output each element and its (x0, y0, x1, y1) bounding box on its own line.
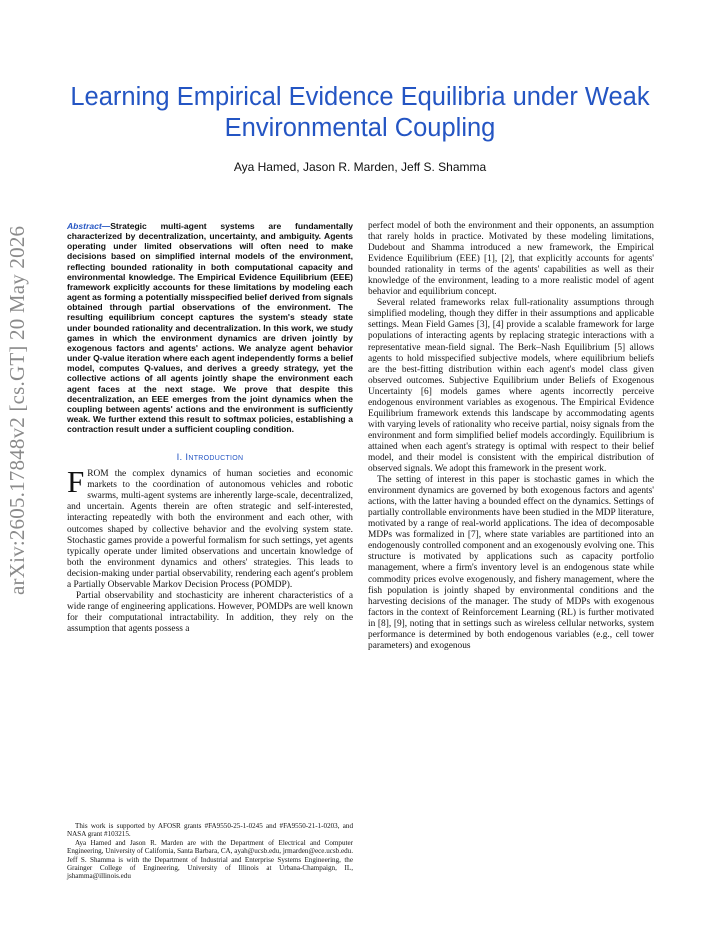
abstract-text: Strategic multi-agent systems are fundamentally characterized by decentralization, uncertainty, and ambiguity. Agents operating under limited observations will often need to make decisions based on simplified internal models of the environment, reflecting bounded rationality in both computational capacity and environmental knowledge. The Empirical Evidence Equilibrium (EEE) framework explicitly accounts for these limitations by modeling each agent as forming a potentially misspecified belief derived from signals obtained through partial observations of the environment. The resulting equilibrium concept captures the system's steady state under bounded rationality and decentralization. In this work, we study games in which the environment dynamics are driven jointly by exogenous factors and agents' actions. We analyze agent behavior under Q-value iteration where each agent independently forms a belief model, computes Q-values, and derives a greedy strategy, yet the collective actions of all agents jointly shape the environment each agent faces at the next stage. We prove that despite this decentralization, an EEE emerges from the joint dynamics when the coupling between agents' actions and the environment is sufficiently weak. We further extend this result to softmax policies, establishing a contraction result under a sufficient coupling condition. (67, 221, 353, 435)
footnote (67, 822, 353, 881)
intro-paragraph-2: Partial observability and stochasticity are inherent characteristics of a wide range of engineering applications. However, POMDPs are well known for their computational intractability. In addition, they rely on the assumption that agents possess a (67, 590, 353, 634)
right-paragraph-1: perfect model of both the environment and their opponents, an assumption that rarely holds in practice. Motivated by these modeling limitations, Dudebout and Shamma introduced a new framework, the Empirical Evidence Equilibrium (EEE) [1], [2], that explicitly accounts for agents' bounded rationality in terms of the agents' capabilities as well as their knowledge of the environment, leading to a more realistic model of agent behavior and equilibrium concept. (368, 221, 654, 298)
footnote-funding: This work is supported by AFOSR grants #FA9550-25-1-0245 and #FA9550-21-1-0203, and NASA grant #103215. (67, 822, 353, 839)
abstract-lead: Abstract— (67, 221, 111, 231)
section-heading-introduction: I. Introduction (176, 452, 244, 464)
left-column (67, 221, 353, 635)
author-list: Aya Hamed, Jason R. Marden, Jeff S. Shamma (233, 160, 487, 174)
right-paragraph-2: Several related frameworks relax full-rationality assumptions through simplified modeling, though they differ in their assumptions and applicable settings. Mean Field Games [3], [4] provide a scalable framework for large populations of interacting agents by replacing strategic interactions with a representative mean-field signal. The Berk–Nash Equilibrium [5] allows agents to hold misspecified subjective models, where equilibrium beliefs are the best-fitting distribution within each agent's model class given observed outcomes. Subjective Equilibrium under Beliefs of Exogenous Uncertainty [6] models games where agents incorrectly perceive endogenous environment variables as exogenous. The Empirical Evidence Equilibrium framework extends this landscape by accommodating agents with varying levels of rationality who receive partial, noisy signals from the environment and form simplified belief models accordingly. Equilibrium is attained when each agent's strategy is optimal with respect to their belief model, and their model is consistent with the empirical distribution of observed signals. We adopt this framework in the present work. (368, 298, 654, 475)
intro-paragraph-1-text: the complex dynamics of human societies and economic markets to the coordination of autonomous vehicles and robotic swarms, multi-agent systems are inherently large-scale, decentralized, and uncertain. Agents therein are often strategic and self-interested, interacting repeatedly with both the environment and each other, with outcomes shaped by collective behavior and the evolving system state. Stochastic games provide a powerful formalism for such settings, yet agents typically operate under limited observations and uncertain knowledge of both the environment dynamics and others' strategies. This leads to decision-making under partial observability, rendering each agent's problem a Partially Observable Markov Decision Process (POMDP). (67, 469, 353, 590)
intro-first-word: ROM (87, 469, 109, 480)
right-column (368, 221, 654, 652)
right-paragraph-3: The setting of interest in this paper is stochastic games in which the environment dynamics are governed by both exogenous factors and agents' actions, with the latter having a bounded effect on the dynamics. Settings of partially controllable environments have been studied in the MDP literature, motivated by a range of real-world applications. The idea of decomposable MDPs was formalized in [7], where state variables are partitioned into an endogenously controlled component and an exogenously evolving one. This structure is motivated by applications such as capacity portfolio management, where a firm's inventory level is an endogenous state while commodity prices evolve exogenously, and fishery management, where the fish population is jointly shaped by environmental conditions and the harvesting decisions of the manager. The study of MDPs with exogenous factors in the context of Reinforcement Learning (RL) is further motivated in [8], [9], noting that in settings such as wireless cellular networks, system performance is determined by both endogenous variables (e.g., cell tower parameters) and exogenous (368, 475, 654, 651)
intro-paragraph-1 (67, 464, 353, 591)
abstract (67, 221, 353, 434)
paper-title: Learning Empirical Evidence Equilibria under Weak Environmental Coupling (70, 83, 650, 142)
drop-cap: F (67, 464, 85, 500)
footnote-affiliation: Aya Hamed and Jason R. Marden are with the Department of Electrical and Computer Engineering, University of California, Santa Barbara, CA, ayah@ucsb.edu, jrmarden@ece.ucsb.edu. Jeff S. Shamma is with the Department of Industrial and Enterprise Systems Engineering, the Grainger College of Engineering, University of Illinois at Urbana-Champaign, IL, jshamma@illinois.edu (67, 838, 353, 881)
arxiv-identifier-stamp: arXiv:2605.17848v2 [cs.GT] 20 May 2026 (5, 225, 29, 595)
